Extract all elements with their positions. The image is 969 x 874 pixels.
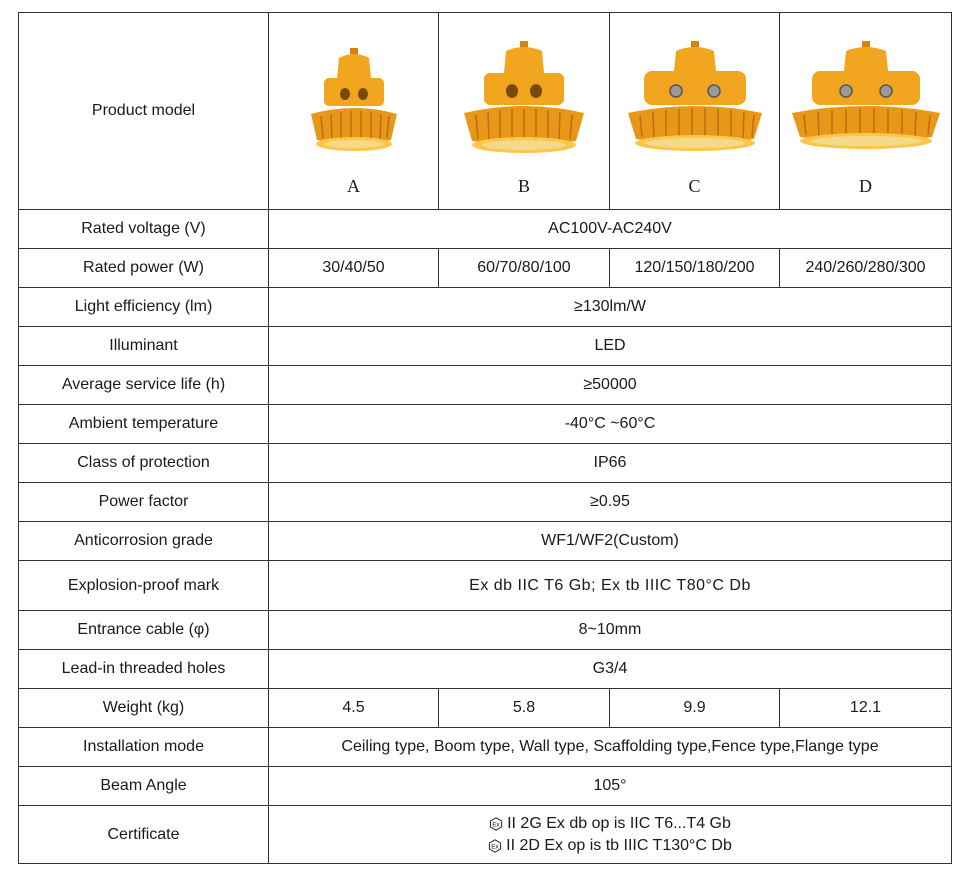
row-label: Light efficiency (lm)	[19, 288, 269, 327]
row-label: Average service life (h)	[19, 366, 269, 405]
certificate-text: II 2D Ex op is tb IIIC T130°C Db	[506, 836, 732, 854]
spec-table	[18, 12, 952, 864]
illuminant-row	[19, 327, 952, 366]
ex-hexagon-icon	[488, 839, 502, 853]
beam-angle-row	[19, 767, 952, 806]
model-letter: B	[517, 176, 530, 196]
service-life-row	[19, 366, 952, 405]
row-value: 12.1	[780, 689, 952, 728]
lamp-a-image	[269, 19, 438, 173]
model-a-cell	[269, 13, 439, 210]
svg-text:Ex: Ex	[491, 843, 499, 851]
row-label: Lead-in threaded holes	[19, 650, 269, 689]
row-label: Illuminant	[19, 327, 269, 366]
row-label: Entrance cable (φ)	[19, 611, 269, 650]
row-label: Certificate	[19, 806, 269, 864]
row-value: IP66	[269, 444, 952, 483]
explosion-proof-row	[19, 561, 952, 611]
row-label: Anticorrosion grade	[19, 522, 269, 561]
lamp-a-icon	[299, 44, 409, 169]
lamp-d-image	[780, 19, 951, 173]
certificate-line	[269, 835, 951, 857]
row-value: 105°	[269, 767, 952, 806]
row-value: 8~10mm	[269, 611, 952, 650]
light-efficiency-row	[19, 288, 952, 327]
row-label: Beam Angle	[19, 767, 269, 806]
lamp-b-icon	[454, 39, 594, 169]
row-value: LED	[269, 327, 952, 366]
row-value: 9.9	[610, 689, 780, 728]
row-label: Installation mode	[19, 728, 269, 767]
row-label: Ambient temperature	[19, 405, 269, 444]
row-value: ≥50000	[269, 366, 952, 405]
row-value: -40°C ~60°C	[269, 405, 952, 444]
row-label: Product model	[19, 13, 269, 210]
rated-power-row	[19, 249, 952, 288]
row-value: ≥0.95	[269, 483, 952, 522]
row-value: Ceiling type, Boom type, Wall type, Scaffolding type,Fence type,Flange type	[269, 728, 952, 767]
lamp-b-image	[439, 19, 609, 173]
row-label: Power factor	[19, 483, 269, 522]
model-b-cell	[439, 13, 610, 210]
row-value: G3/4	[269, 650, 952, 689]
row-value: ≥130lm/W	[269, 288, 952, 327]
model-c-cell	[610, 13, 780, 210]
row-label: Class of protection	[19, 444, 269, 483]
model-letter: A	[347, 176, 360, 196]
row-value: 4.5	[269, 689, 439, 728]
product-model-row	[19, 13, 952, 210]
lamp-c-icon	[620, 39, 770, 169]
row-value: 60/70/80/100	[439, 249, 610, 288]
entrance-cable-row	[19, 611, 952, 650]
row-value: 30/40/50	[269, 249, 439, 288]
ex-hexagon-icon	[489, 817, 503, 831]
row-value: 120/150/180/200	[610, 249, 780, 288]
model-d-cell	[780, 13, 952, 210]
svg-text:Ex: Ex	[492, 821, 500, 829]
row-value: WF1/WF2(Custom)	[269, 522, 952, 561]
row-label: Rated voltage (V)	[19, 210, 269, 249]
lamp-c-image	[610, 19, 779, 173]
power-factor-row	[19, 483, 952, 522]
lamp-d-icon	[786, 39, 946, 169]
threaded-holes-row	[19, 650, 952, 689]
installation-mode-row	[19, 728, 952, 767]
row-value: 5.8	[439, 689, 610, 728]
anticorrosion-row	[19, 522, 952, 561]
certificate-value	[269, 806, 952, 864]
certificate-line	[269, 813, 951, 835]
certificate-row	[19, 806, 952, 864]
ambient-temperature-row	[19, 405, 952, 444]
row-label: Weight (kg)	[19, 689, 269, 728]
row-value: 240/260/280/300	[780, 249, 952, 288]
row-label: Rated power (W)	[19, 249, 269, 288]
protection-class-row	[19, 444, 952, 483]
certificate-text: II 2G Ex db op is IIC T6...T4 Gb	[507, 814, 731, 832]
model-letter: C	[688, 176, 701, 196]
rated-voltage-row	[19, 210, 952, 249]
row-value: AC100V-AC240V	[269, 210, 952, 249]
model-letter: D	[859, 176, 872, 196]
row-label: Explosion-proof mark	[19, 561, 269, 611]
row-value: Ex db IIC T6 Gb; Ex tb IIIC T80°C Db	[269, 561, 952, 611]
weight-row	[19, 689, 952, 728]
